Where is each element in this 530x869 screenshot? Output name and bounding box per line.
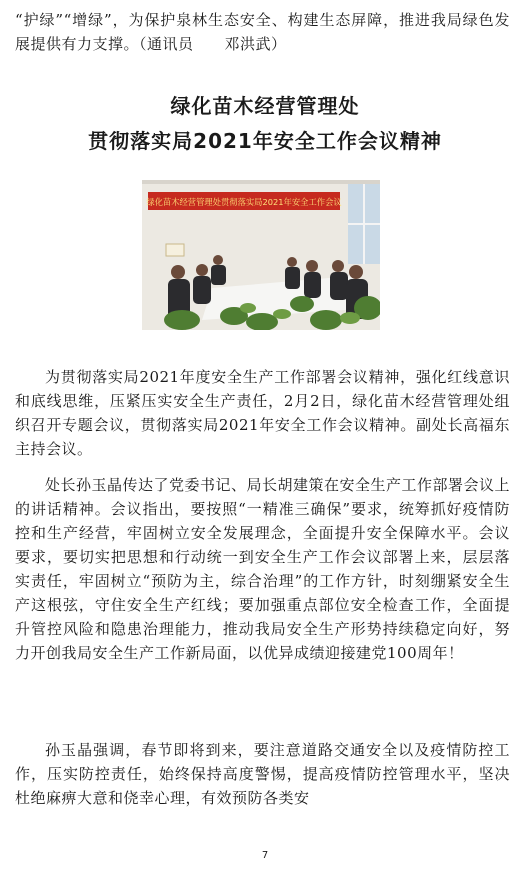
article-title-line2: 贯彻落实局2021年安全工作会议精神 (88, 129, 442, 153)
body-paragraph-3: 孙玉晶强调，春节即将到来，要注意道路交通安全以及疫情防控工作，压实防控责任，始终保持高度警惕，提高疫情防控管理水平，坚决杜绝麻痹大意和侥幸心理，有效预防各类安 (15, 741, 510, 807)
article-title-line1: 绿化苗木经营管理处 (170, 94, 360, 118)
banner-text: 绿化苗木经营管理处贯彻落实局2021年安全工作会议 (146, 197, 342, 207)
body-paragraph-1: 为贯彻落实局2021年度安全生产工作部署会议精神，强化红线意识和底线思维，压紧压实安全生产责任，2月2日，绿化苗木经营管理处组织召开专题会议，贯彻落实局2021年安全工作会议精神。副处长高福东主持会议。 (15, 368, 510, 458)
body-paragraph-2: 处长孙玉晶传达了党委书记、局长胡建策在安全生产工作部署会议上的讲话精神。会议指出，要按照“一精准三确保”要求，统筹抓好疫情防控和生产经营，牢固树立安全发展理念，全面提升安全保障水平。会议要求，要切实把思想和行动统一到安全生产工作会议部署上来，层层落实责任，牢固树立“预防为主，综合治理”的工作方针，时刻绷紧安全生产这根弦，守住安全生产红线；要加强重点部位安全检查工作，全面提升管控风险和隐患治理能力，推动我局安全生产形势持续稳定向好，努力开创我局安全生产工作新局面，以优异成绩迎接建党100周年！ (15, 476, 511, 662)
meeting-photo (142, 180, 380, 330)
intro-paragraph: “护绿”“增绿”，为保护泉林生态安全、构建生态屏障，推进我局绿色发展提供有力支撑。（通讯员 邓洪武） (15, 11, 510, 53)
page-number: 7 (261, 850, 269, 861)
